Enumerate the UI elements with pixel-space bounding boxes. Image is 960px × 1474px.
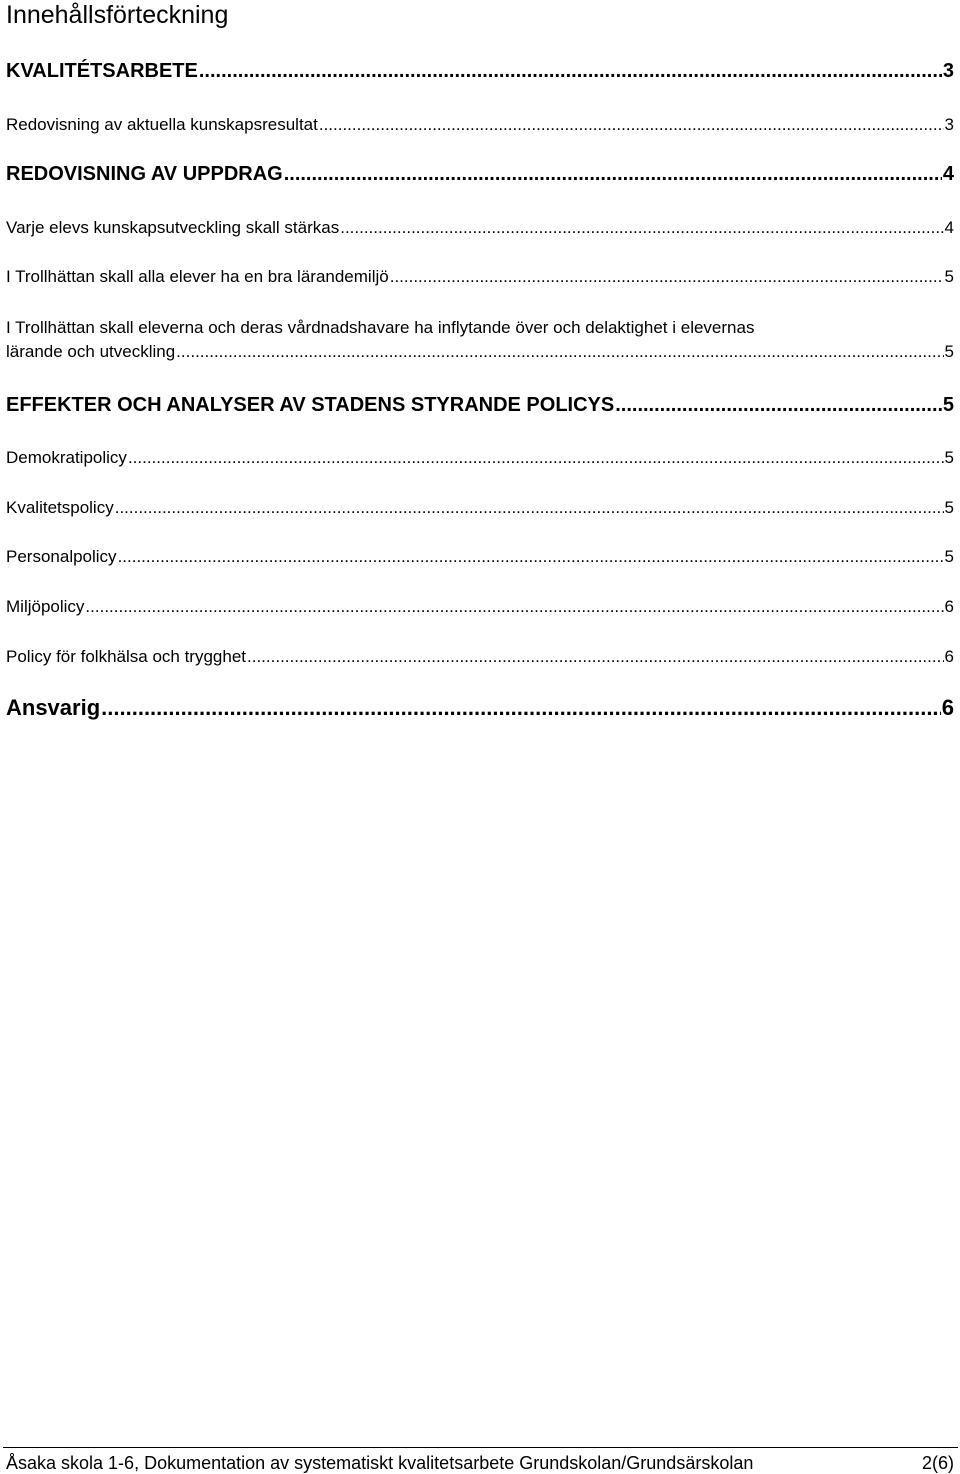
footer-page-number: 2(6) <box>921 1453 954 1473</box>
toc-entry-personalpolicy[interactable] <box>6 546 954 568</box>
toc-leader <box>284 163 942 185</box>
toc-entry-larandemiljo[interactable] <box>6 266 954 288</box>
toc-page-number: 5 <box>942 394 954 416</box>
toc-entry-label: KVALITÉTSARBETE <box>6 60 198 82</box>
toc-entry-folkhalsa[interactable] <box>6 646 954 668</box>
toc-leader <box>118 546 944 568</box>
toc-page-number: 6 <box>944 647 954 666</box>
toc-page-number: 6 <box>941 695 954 720</box>
toc-leader <box>340 217 943 239</box>
toc-entry-miljopolicy[interactable] <box>6 596 954 618</box>
toc-page-number: 4 <box>942 163 954 185</box>
toc-leader <box>199 60 942 82</box>
toc-page-number: 5 <box>944 342 954 361</box>
toc-entry-redovisning-av-uppdrag[interactable] <box>6 163 954 185</box>
toc-entry-kvalitetspolicy[interactable] <box>6 497 954 519</box>
toc-entry-label: REDOVISNING AV UPPDRAG <box>6 163 283 185</box>
toc-leader <box>390 266 944 288</box>
page-title: Innehållsförteckning <box>6 1 229 29</box>
toc-entry-redovisning-kunskapsresultat[interactable] <box>6 114 954 136</box>
toc-leader <box>247 646 944 668</box>
toc-page-number: 3 <box>944 115 954 134</box>
toc-entry-label: Miljöpolicy <box>6 597 85 616</box>
footer-divider <box>3 1447 958 1448</box>
toc-entry-label-line2: lärande och utveckling <box>6 342 176 361</box>
toc-entry-kunskapsutveckling[interactable] <box>6 217 954 239</box>
toc-page-number: 5 <box>944 267 954 286</box>
toc-leader <box>101 697 941 719</box>
toc-entry-inflytande[interactable] <box>6 316 954 364</box>
toc-leader <box>615 394 942 416</box>
toc-page-number: 5 <box>944 498 954 517</box>
toc-entry-demokratipolicy[interactable] <box>6 447 954 469</box>
toc-entry-label: Varje elevs kunskapsutveckling skall stärkas <box>6 218 340 237</box>
toc-leader <box>128 447 944 469</box>
toc-page-number: 6 <box>944 597 954 616</box>
toc-entry-label: Policy för folkhälsa och trygghet <box>6 647 247 666</box>
toc-entry-label: Demokratipolicy <box>6 448 127 467</box>
toc-entry-label: EFFEKTER OCH ANALYSER AV STADENS STYRANDE POLICYS <box>6 394 615 416</box>
toc-entry-label: Kvalitetspolicy <box>6 498 114 517</box>
toc-entry-effekter-och-analyser[interactable] <box>6 394 954 416</box>
footer-text: Åsaka skola 1-6, Dokumentation av systematiskt kvalitetsarbete Grundskolan/Grundsärskolan <box>6 1453 754 1473</box>
toc-page-number: 5 <box>944 547 954 566</box>
toc-page-number: 3 <box>942 60 954 82</box>
toc-leader <box>176 340 943 364</box>
page-footer <box>6 1452 954 1474</box>
toc-entry-kvalitetsarbete[interactable] <box>6 60 954 82</box>
toc-entry-ansvarig[interactable] <box>6 697 954 719</box>
toc-entry-label: Ansvarig <box>6 695 101 720</box>
toc-page-number: 4 <box>944 218 954 237</box>
toc-leader <box>319 114 944 136</box>
toc-entry-label: Personalpolicy <box>6 547 117 566</box>
toc-entry-label-line1: I Trollhättan skall eleverna och deras vårdnadshavare ha inflytande över och delaktighet i elevernas <box>6 318 755 337</box>
toc-page-number: 5 <box>944 448 954 467</box>
toc-entry-label: Redovisning av aktuella kunskapsresultat <box>6 115 318 134</box>
toc-entry-label: I Trollhättan skall alla elever ha en bra lärandemiljö <box>6 267 389 286</box>
toc-leader <box>85 596 943 618</box>
toc-leader <box>115 497 944 519</box>
